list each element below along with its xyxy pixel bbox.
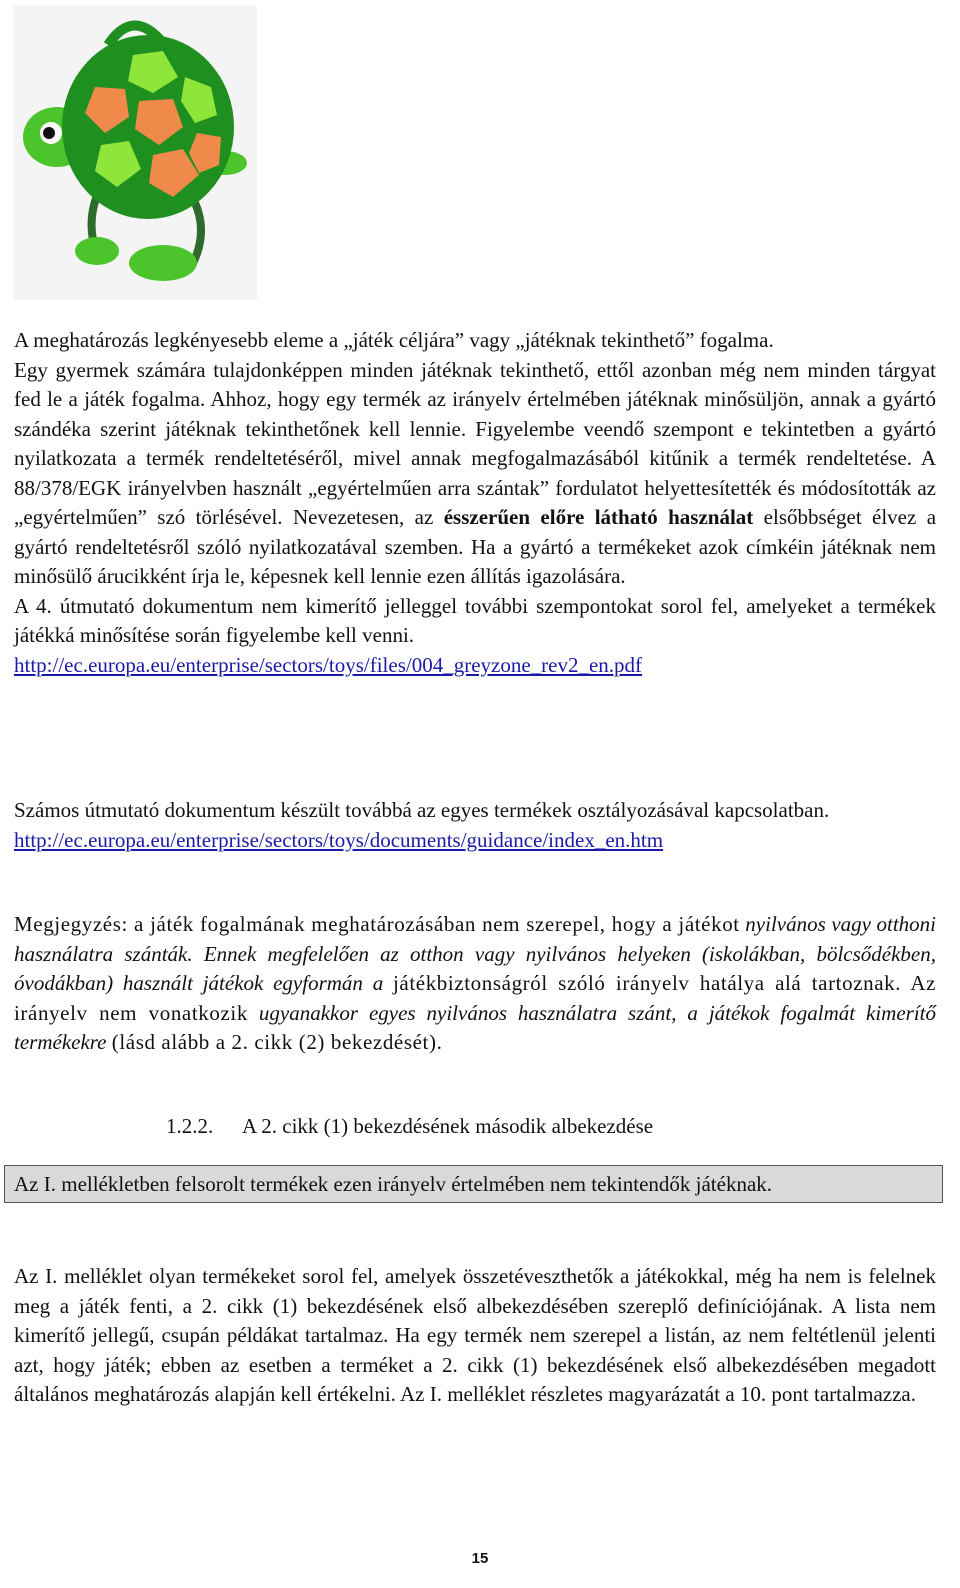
text-intended-use: Egy gyermek számára tulajdonképpen minden játéknak tekinthető, ettől azonban még nem minden tárgyat fed le a játék fogalma. Ahhoz, hogy egy termék az irányelv értelmében játéknak minősüljön, annak a gyártó szándéka szerint játéknak tekinthetőnek kell lennie. Figyelembe veendő szempont e tekintetben a gyártó nyilatkozata a termék rendeltetéséről, mivel annak megfogalmazásából kitűnik a termék rendeltetése. A 88/378/EGK irányelvben használt „egyértelműen arra szántak” fordulatot helyettesítették és módosították az „egyértelműen” szó törlésével. Nevezetesen, az: [14, 357, 936, 529]
paragraph-intended-use: [14, 356, 936, 592]
bold-foreseeable-use: ésszerűen előre látható használat: [443, 505, 754, 529]
paragraph-toy-purpose: [14, 326, 936, 680]
page-number: 15: [471, 1550, 489, 1567]
link-greyzone-pdf[interactable]: http://ec.europa.eu/enterprise/sectors/toys/files/004_greyzone_rev2_en.pdf: [14, 652, 643, 677]
paragraph-note: [14, 910, 936, 1058]
sentence-definition: A meghatározás legkényesebb eleme a „játék céljára” vagy „játéknak tekinthető” fogalma.: [14, 328, 774, 352]
section-heading: [166, 1112, 653, 1141]
note-part-b: nyilvános vagy otthoni használatra szánták. Ennek megfelelően az otthon vagy nyilvános helyeken (iskolákban, bölcsődékben, óvodákban) használt játékok egyformán a: [14, 912, 937, 995]
sentence-guidance-4: A 4. útmutató dokumentum nem kimerítő jelleggel további szempontokat sorol fel, amelyeket a termékek játékká minősítése során figyelembe kell venni.: [14, 593, 936, 647]
note-part-a: Megjegyzés: a játék fogalmának meghatározásában nem szerepel, hogy a játékot: [14, 912, 740, 936]
section-number: 1.2.2.: [166, 1114, 214, 1138]
section-title: A 2. cikk (1) bekezdésének második albekezdése: [242, 1114, 654, 1138]
highlighted-legal-text: Az I. mellékletben felsorolt termékek ezen irányelv értelmében nem tekintendők játéknak.: [4, 1165, 943, 1203]
paragraph-annex-one: [14, 1262, 936, 1410]
text-annex-one: Az I. melléklet olyan termékeket sorol fel, amelyek összetéveszthetők a játékokkal, még ha nem is felelnek meg a játék fenti, a 2. cikk (1) bekezdésének első albekezdésében szereplő definíciójának. A lista nem kimerítő jellegű, csupán példákat tartalmaz. Ha egy termék nem szerepel a listán, az nem feltétlenül jelenti azt, hogy játék; ebben az esetben a terméket a 2. cikk (1) bekezdésének első albekezdésében megadott általános meghatározás alapján kell értékelni. Az I. melléklet részletes magyarázatát a 10. pont tartalmazza.: [14, 1264, 936, 1406]
note-part-c: játékbiztonságról szóló irányelv hatálya alá tartoznak. Az irányelv nem vonatkozik: [14, 971, 936, 1025]
note-part-d: ugyanakkor egyes nyilvános használatra szánt, a játékok fogalmát kimerítő termékekre: [14, 1000, 936, 1054]
link-guidance-index[interactable]: http://ec.europa.eu/enterprise/sectors/toys/documents/guidance/index_en.htm: [14, 827, 664, 852]
paragraph-guidance-docs: [14, 796, 936, 855]
text-guidance-docs: Számos útmutató dokumentum készült továbbá az egyes termékek osztályozásával kapcsolatban.: [14, 798, 830, 822]
note-part-e: (lásd alább a 2. cikk (2) bekezdését).: [111, 1030, 443, 1054]
turtle-backpack-image: [13, 5, 257, 300]
text-priority: elsőbbséget élvez a gyártó rendeltetésről szóló nyilatkozatával szemben. Ha a gyártó a termékeket azok címkéin játéknak nem minősülő árucikként írja le, képesnek kell lennie ezen állítás igazolására.: [14, 505, 937, 588]
